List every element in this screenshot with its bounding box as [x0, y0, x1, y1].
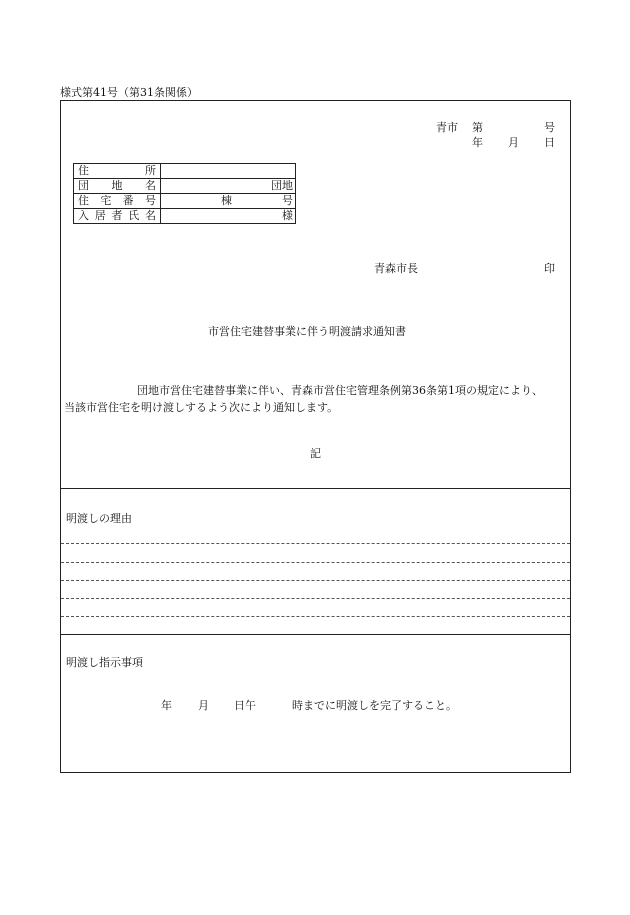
table-row	[74, 179, 296, 194]
resident-name-label	[74, 209, 161, 224]
address-label	[74, 164, 161, 179]
reason-line[interactable]	[61, 543, 570, 544]
seal-mark: 印	[544, 262, 555, 275]
issuer-prefix: 青市	[436, 121, 458, 134]
date-day: 日	[544, 136, 555, 149]
label-char: 号	[144, 194, 156, 207]
date-month: 月	[508, 136, 519, 149]
resident-name-value[interactable]: 様	[161, 209, 296, 224]
instruction-label: 明渡し指示事項	[66, 656, 143, 669]
label-char: 居	[94, 209, 106, 222]
reason-line[interactable]	[61, 580, 570, 581]
housing-number-label	[74, 194, 161, 209]
label-char: 住	[78, 194, 89, 207]
form-number-label: 様式第41号（第31条関係）	[60, 86, 198, 99]
number-suffix: 号	[544, 121, 555, 134]
number-prefix: 第	[472, 121, 483, 134]
instruction-year: 年	[161, 699, 172, 712]
table-row	[74, 164, 296, 179]
table-row	[74, 194, 296, 209]
complex-name-label	[74, 179, 161, 194]
instruction-month: 月	[198, 699, 209, 712]
label-char: 宅	[100, 194, 112, 207]
label-char: 者	[111, 209, 123, 222]
table-row	[74, 209, 296, 224]
ki-note: 記	[310, 447, 321, 460]
section-divider	[60, 488, 571, 489]
label-char: 団	[78, 179, 89, 192]
reason-line[interactable]	[61, 616, 570, 617]
document-title: 市営住宅建替事業に伴う明渡請求通知書	[208, 325, 406, 338]
reason-label: 明渡しの理由	[66, 512, 132, 525]
label-char: 名	[145, 209, 156, 222]
label-char: 所	[145, 164, 156, 177]
body-text-line-2: 当該市営住宅を明け渡しするよう次により通知します。	[64, 401, 339, 414]
body-text-line-1: 団地市営住宅建替事業に伴い、青森市営住宅管理条例第36条第1項の規定により、	[137, 384, 543, 397]
building-unit: 棟	[221, 194, 232, 207]
number-unit: 号	[282, 194, 293, 207]
label-char: 地	[111, 179, 123, 192]
section-divider	[60, 634, 571, 635]
reason-line[interactable]	[61, 562, 570, 563]
address-value[interactable]	[161, 164, 296, 179]
label-char: 氏	[128, 209, 140, 222]
reason-line[interactable]	[61, 598, 570, 599]
instruction-text: 時までに明渡しを完了すること。	[292, 699, 457, 712]
label-char: 番	[122, 194, 134, 207]
recipient-info-table	[73, 163, 296, 224]
complex-name-value[interactable]: 団地	[161, 179, 296, 194]
date-year: 年	[472, 136, 483, 149]
instruction-day-noon: 日午	[234, 699, 256, 712]
label-char: 名	[145, 179, 156, 192]
label-char: 住	[78, 164, 89, 177]
mayor-title: 青森市長	[374, 262, 418, 275]
label-char: 入	[78, 209, 89, 222]
housing-number-value[interactable]	[161, 194, 296, 209]
